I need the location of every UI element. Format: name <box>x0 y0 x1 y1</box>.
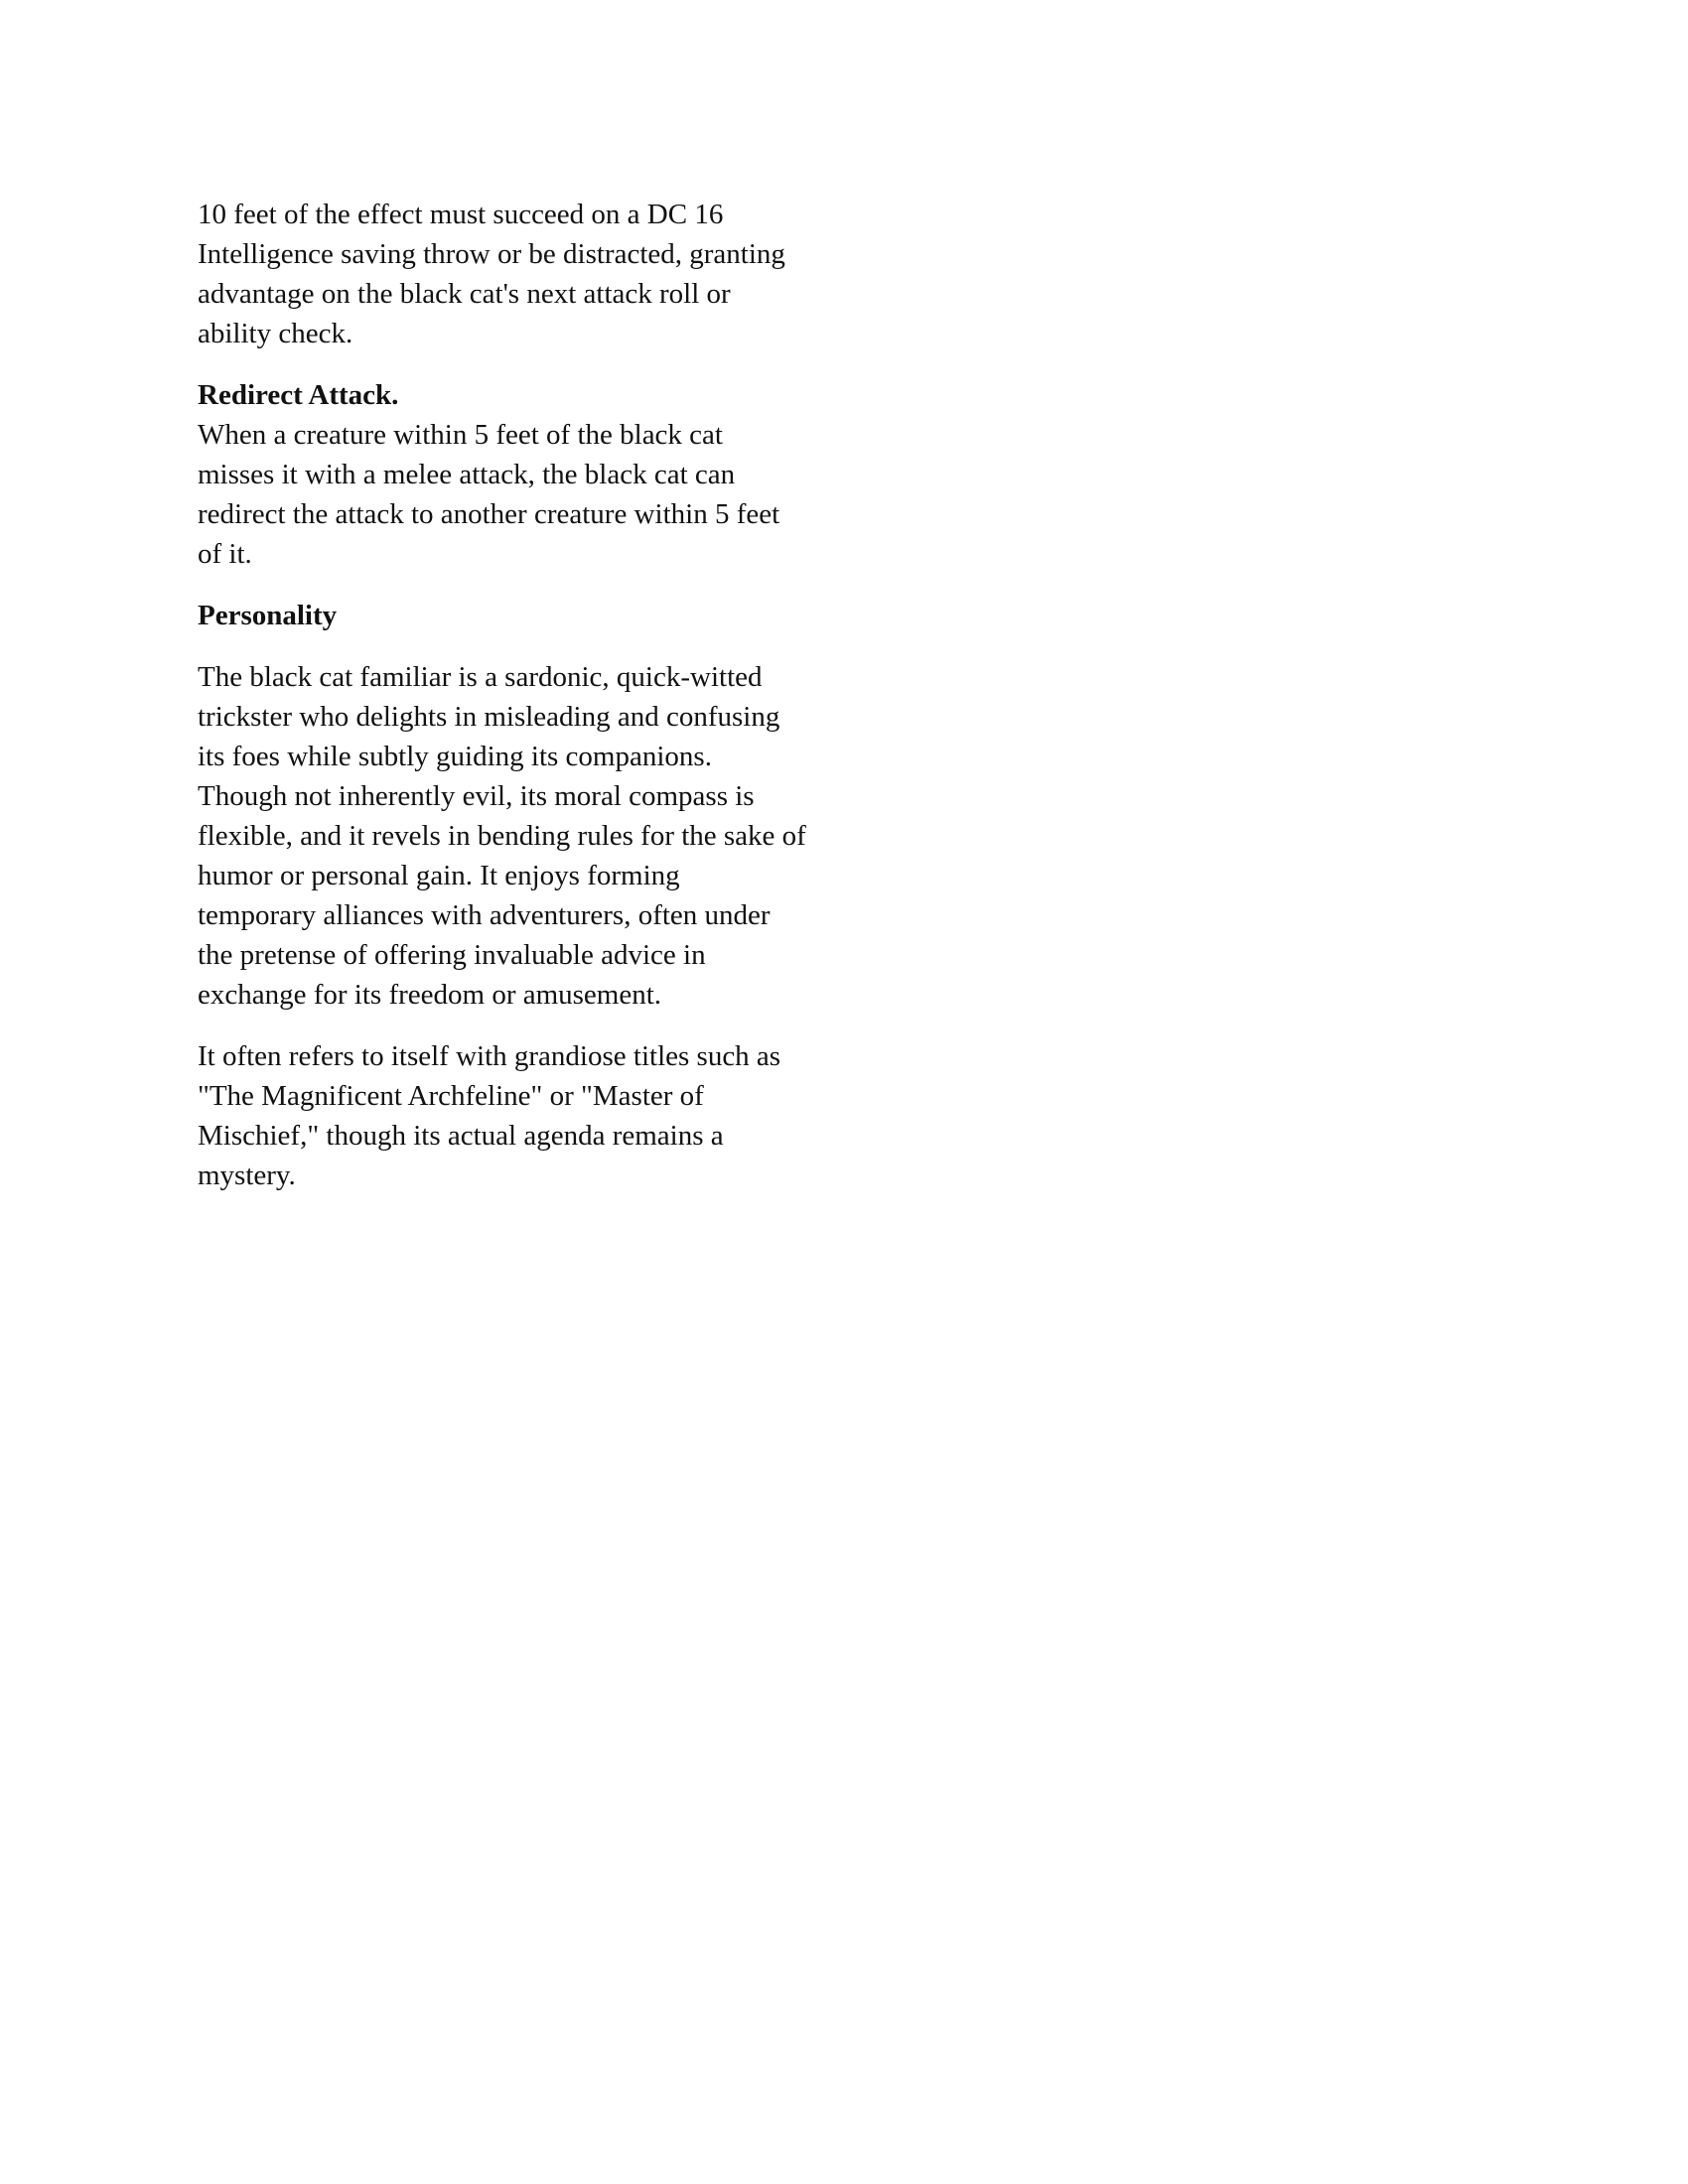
paragraph-line: Though not inherently evil, its moral compass is <box>198 780 755 812</box>
redirect-attack-section <box>198 375 803 574</box>
paragraph-line: advantage on the black cat's next attack roll or <box>198 278 731 310</box>
paragraph-line: ability check. <box>198 318 353 349</box>
paragraph-line: misses it with a melee attack, the black cat can <box>198 459 736 490</box>
text-column <box>198 195 806 1217</box>
paragraph-line: the pretense of offering invaluable advice in <box>198 939 706 971</box>
paragraph-line: Intelligence saving throw or be distracted, granting <box>198 238 785 270</box>
redirect-attack-title: Redirect Attack. <box>198 379 399 411</box>
paragraph-line: It often refers to itself with grandiose titles such as <box>198 1040 781 1072</box>
paragraph-line: its foes while subtly guiding its companions. <box>198 741 712 772</box>
paragraph-line: mystery. <box>198 1160 296 1191</box>
paragraph-line: When a creature within 5 feet of the black cat <box>198 419 723 451</box>
paragraph-line: "The Magnificent Archfeline" or "Master of <box>198 1080 704 1112</box>
paragraph-line: Mischief," though its actual agenda remains a <box>198 1120 724 1152</box>
personality-paragraph-2 <box>198 1036 803 1195</box>
paragraph-line: of it. <box>198 538 252 570</box>
paragraph-line: 10 feet of the effect must succeed on a DC 16 <box>198 199 724 230</box>
personality-heading-block <box>198 596 803 635</box>
continuation-paragraph <box>198 195 803 353</box>
paragraph-line: trickster who delights in misleading and confusing <box>198 701 780 733</box>
paragraph-line: The black cat familiar is a sardonic, quick-witted <box>198 661 763 693</box>
personality-heading: Personality <box>198 600 338 631</box>
paragraph-line: exchange for its freedom or amusement. <box>198 979 662 1011</box>
paragraph-line: humor or personal gain. It enjoys forming <box>198 860 680 891</box>
paragraph-line: redirect the attack to another creature within 5 feet <box>198 498 780 530</box>
paragraph-line: flexible, and it revels in bending rules for the sake of <box>198 820 806 852</box>
paragraph-line: temporary alliances with adventurers, often under <box>198 899 771 931</box>
personality-paragraph-1 <box>198 657 806 1015</box>
